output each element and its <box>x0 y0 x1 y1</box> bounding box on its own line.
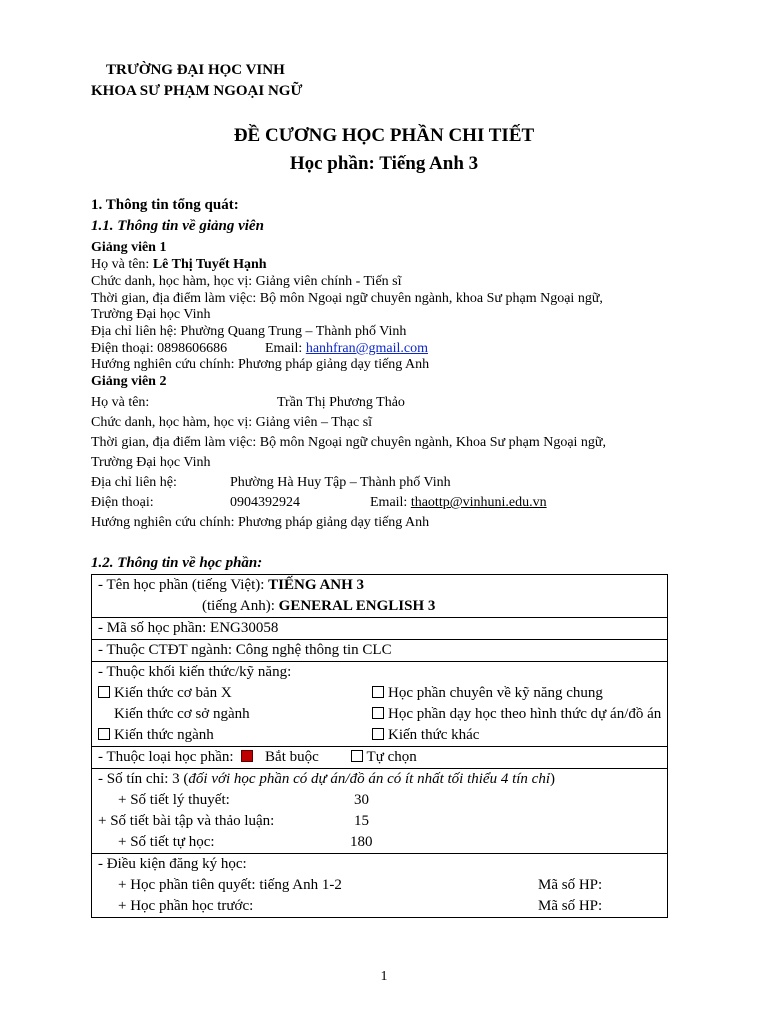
checkbox-icon[interactable] <box>372 686 384 698</box>
table-row <box>92 640 668 662</box>
lecturer-workplace: Thời gian, địa điểm làm việc: Bộ môn Ngoại ngữ chuyên ngành, Khoa Sư phạm Ngoại ngữ, <box>91 435 607 450</box>
checked-checkbox-icon[interactable] <box>241 750 253 762</box>
lecturer-workplace-cont: Trường Đại học Vinh <box>91 455 211 470</box>
course-code: - Mã số học phần: ENG30058 <box>92 618 668 640</box>
knowledge-option[interactable] <box>372 704 661 725</box>
type-elective: Tự chọn <box>366 749 417 765</box>
table-row <box>92 854 668 918</box>
option-label: Kiến thức khác <box>388 727 480 743</box>
knowledge-options-row <box>98 683 661 704</box>
checkbox-icon[interactable] <box>351 750 363 762</box>
knowledge-options-row <box>98 704 661 725</box>
prereq-course: + Học phần học trước: <box>118 898 254 914</box>
hours-label: + Số tiết lý thuyết: <box>118 792 230 808</box>
course-name-vn: TIẾNG ANH 3 <box>268 577 365 593</box>
lecturer-research: Hướng nghiên cứu chính: Phương pháp giảng dạy tiếng Anh <box>91 515 430 530</box>
lecturer-email-line <box>370 494 547 511</box>
prereq-code-label: Mã số HP: <box>538 898 603 914</box>
knowledge-option[interactable] <box>372 725 479 746</box>
table-row <box>92 769 668 854</box>
lecturer-phone: Điện thoại: 0898606686 <box>91 341 228 356</box>
option-label: Học phần chuyên về kỹ năng chung <box>388 685 603 701</box>
knowledge-cell <box>92 662 668 747</box>
knowledge-label: - Thuộc khối kiến thức/kỹ năng: <box>98 664 292 680</box>
course-info-table <box>91 574 668 918</box>
prereq-code-label: Mã số HP: <box>538 877 603 893</box>
hours-row <box>98 832 661 853</box>
lecturer-workplace-cont: Trường Đại học Vinh <box>91 307 211 322</box>
knowledge-option[interactable] <box>98 725 372 746</box>
lecturer-workplace: Thời gian, địa điểm làm việc: Bộ môn Ngoại ngữ chuyên ngành, khoa Sư phạm Ngoại ngữ, <box>91 291 603 306</box>
email-link[interactable]: thaottp@vinhuni.edu.vn <box>410 495 547 510</box>
option-label: Kiến thức ngành <box>114 727 214 743</box>
credits-line <box>98 769 661 790</box>
knowledge-option[interactable] <box>98 683 372 704</box>
checkbox-icon[interactable] <box>98 728 110 740</box>
prereq-course: + Học phần tiên quyết: tiếng Anh 1-2 <box>118 877 342 893</box>
knowledge-options-row <box>98 725 661 746</box>
email-label: Email: <box>370 495 411 510</box>
table-row <box>92 747 668 769</box>
page-number: 1 <box>380 969 388 984</box>
lecturer-label: Giảng viên 1 <box>91 240 167 255</box>
credits-cell <box>92 769 668 854</box>
credits-close: ) <box>549 771 555 787</box>
address-label: Địa chỉ liên hệ: <box>91 475 177 490</box>
table-row <box>92 662 668 747</box>
checkbox-icon[interactable] <box>372 728 384 740</box>
lecturer-research: Hướng nghiên cứu chính: Phương pháp giảng dạy tiếng Anh <box>91 357 430 372</box>
credits-note: đối với học phần có dự án/đồ án có ít nhất tối thiểu 4 tín chỉ <box>188 771 550 787</box>
option-label: Kiến thức cơ bản X <box>114 685 232 701</box>
lecturer-name: Lê Thị Tuyết Hạnh <box>152 257 267 272</box>
credits-label: - Số tín chỉ: 3 ( <box>98 771 189 787</box>
hours-row <box>98 790 661 811</box>
hours-value: 180 <box>350 834 373 850</box>
course-name-cell <box>92 575 668 618</box>
table-row <box>92 618 668 640</box>
lecturer-address: Phường Hà Huy Tập – Thành phố Vinh <box>230 475 451 490</box>
hours-value: 15 <box>354 813 369 829</box>
type-required: Bắt buộc <box>265 749 319 765</box>
table-row <box>92 575 668 618</box>
lecturer-name: Trần Thị Phương Thảo <box>277 395 405 410</box>
section-heading: 1. Thông tin tổng quát: <box>91 197 239 213</box>
prerequisite-cell <box>92 854 668 918</box>
course-type-cell <box>92 747 668 769</box>
prereq-label: - Điều kiện đăng ký học: <box>98 856 247 872</box>
lecturer-title: Chức danh, học hàm, học vị: Giảng viên chính - Tiến sĩ <box>91 274 402 289</box>
name-vn-label: - Tên học phần (tiếng Việt): <box>98 577 269 593</box>
document-subtitle: Học phần: Tiếng Anh 3 <box>289 153 479 174</box>
course-name-vn-line <box>98 575 661 596</box>
lecturer-title: Chức danh, học hàm, học vị: Giảng viên – Thạc sĩ <box>91 415 373 430</box>
phone-label: Điện thoại: <box>91 495 154 510</box>
subsection-heading: 1.1. Thông tin về giảng viên <box>91 218 264 234</box>
option-label: Kiến thức cơ sở ngành <box>114 706 250 722</box>
hours-label: + Số tiết bài tập và thảo luận: <box>98 813 275 829</box>
lecturer-address: Địa chỉ liên hệ: Phường Quang Trung – Thành phố Vinh <box>91 324 407 339</box>
course-program: - Thuộc CTĐT ngành: Công nghệ thông tin CLC <box>92 640 668 662</box>
email-link[interactable]: hanhfran@gmail.com <box>305 341 428 356</box>
lecturer-name-line <box>91 256 267 273</box>
course-name-en-line <box>98 596 661 617</box>
knowledge-option[interactable] <box>372 683 603 704</box>
option-label: Học phần dạy học theo hình thức dự án/đồ án <box>388 706 662 722</box>
document-title: ĐỀ CƯƠNG HỌC PHẦN CHI TIẾT <box>233 125 535 146</box>
email-label: Email: <box>265 341 306 356</box>
checkbox-icon[interactable] <box>98 686 110 698</box>
hours-row <box>98 811 661 832</box>
lecturer-label: Giảng viên 2 <box>91 374 167 389</box>
prereq-row <box>98 896 661 917</box>
type-label: - Thuộc loại học phần: <box>98 749 234 765</box>
knowledge-option <box>98 704 372 725</box>
checkbox-icon[interactable] <box>372 707 384 719</box>
prereq-row <box>98 875 661 896</box>
hours-value: 30 <box>354 792 369 808</box>
faculty-name: KHOA SƯ PHẠM NGOẠI NGỮ <box>91 83 303 99</box>
name-en-label: (tiếng Anh): <box>202 598 279 614</box>
name-label: Họ và tên: <box>91 395 150 410</box>
lecturer-phone: 0904392924 <box>230 495 300 510</box>
hours-label: + Số tiết tự học: <box>118 834 215 850</box>
university-name: TRƯỜNG ĐẠI HỌC VINH <box>106 62 285 78</box>
course-name-en: GENERAL ENGLISH 3 <box>278 598 436 614</box>
name-label: Họ và tên: <box>91 257 153 272</box>
subsection-heading: 1.2. Thông tin về học phần: <box>91 555 263 571</box>
lecturer-email-line <box>265 340 428 357</box>
